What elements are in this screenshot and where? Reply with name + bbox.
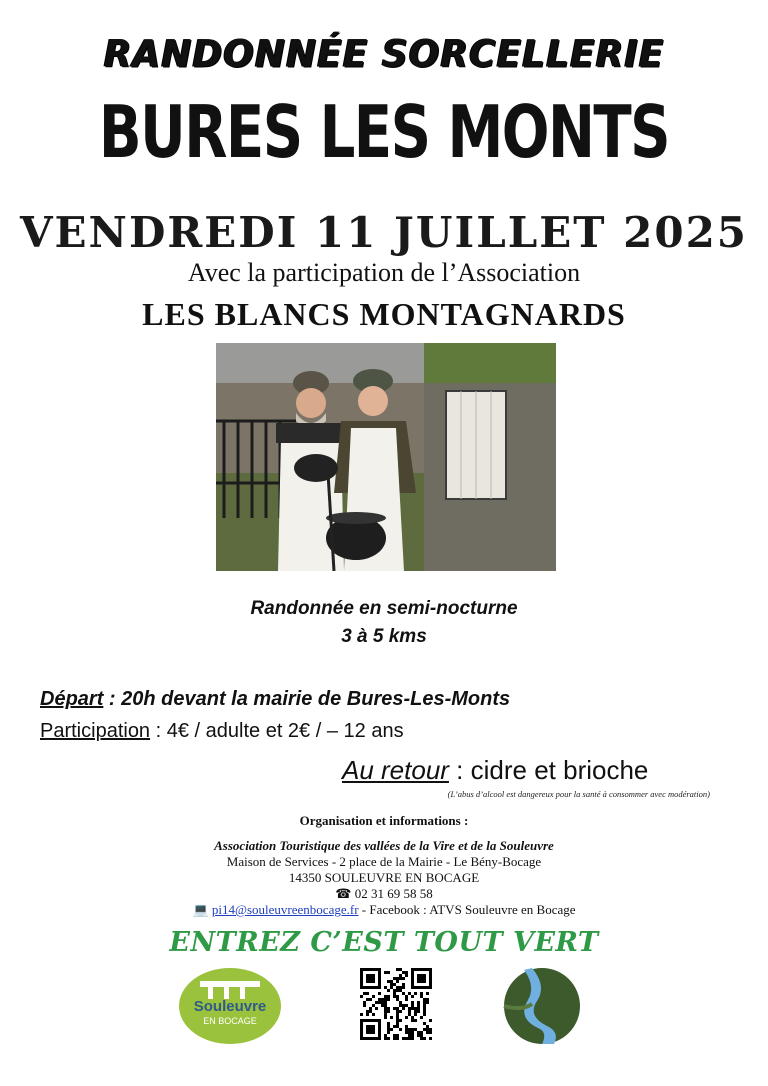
slogan: ENTREZ C’EST TOUT VERT xyxy=(169,927,599,958)
photo-illustration xyxy=(216,343,556,571)
participation-label: Participation xyxy=(40,720,151,742)
email-link[interactable]: pi14@souleuvreenbocage.fr xyxy=(211,902,359,917)
phone-icon: ☎ xyxy=(335,886,352,901)
organisation-address-2: 14350 SOULEUVRE EN BOCAGE xyxy=(288,870,480,885)
retour-text: : cidre et brioche xyxy=(448,755,649,785)
organisation-heading: Organisation et informations : xyxy=(299,813,469,828)
organisation-name: Association Touristique des vallées de la Vire et de la Souleuvre xyxy=(214,838,554,853)
association-name: LES BLANCS MONTAGNARDS xyxy=(142,296,626,332)
depart-line xyxy=(40,688,510,711)
retour-label: Au retour xyxy=(342,755,449,785)
logo-line-2: EN BOCAGE xyxy=(203,1016,257,1026)
qr-code[interactable] xyxy=(360,968,432,1040)
depart-label: Départ xyxy=(40,688,104,710)
river-logo xyxy=(502,966,582,1046)
alcohol-warning: (L’abus d’alcool est dangereux pour la santé à consommer avec modération) xyxy=(447,789,710,799)
facebook-text: - Facebook : ATVS Souleuvre en Bocage xyxy=(358,902,576,917)
event-date: VENDREDI 11 JUILLET 2025 xyxy=(19,208,749,257)
participation-price-line xyxy=(40,720,404,743)
title-randonnee-sorcellerie: RANDONNÉE SORCELLERIE xyxy=(103,32,665,77)
retour-line xyxy=(342,755,648,786)
phone-number: 02 31 69 58 58 xyxy=(354,886,433,901)
logo-line-1: Souleuvre xyxy=(193,998,267,1015)
event-distance: 3 à 5 kms xyxy=(341,626,427,647)
computer-icon: 💻 xyxy=(192,902,209,917)
depart-text: : 20h devant la mairie de Bures-Les-Monts xyxy=(103,688,511,710)
souleuvre-en-bocage-logo xyxy=(178,967,282,1045)
participation-text: : 4€ / adulte et 2€ / – 12 ans xyxy=(150,720,404,742)
title-bures-les-monts: BURES LES MONTS xyxy=(98,90,670,174)
organisation-phone xyxy=(0,886,768,902)
event-photo xyxy=(216,343,556,571)
event-type: Randonnée en semi-nocturne xyxy=(250,598,518,619)
organisation-address-1: Maison de Services - 2 place de la Mairie - Le Bény-Bocage xyxy=(226,854,542,869)
participation-line: Avec la participation de l’Association xyxy=(187,258,581,287)
organisation-contact xyxy=(0,902,768,918)
